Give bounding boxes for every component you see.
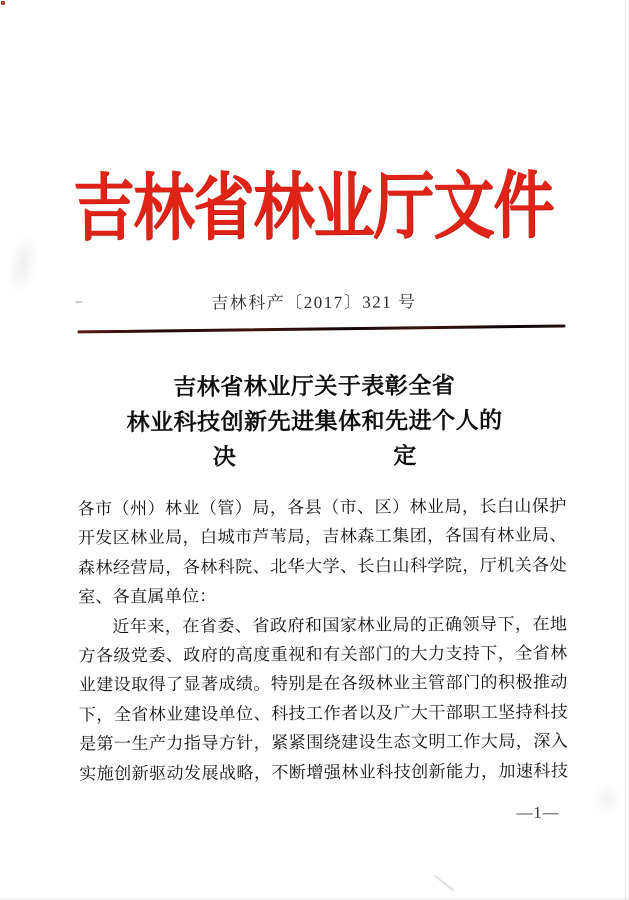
document-body (78, 491, 569, 788)
document-text-line: 是第一生产力指导方针，紧紧围绕建设生态文明工作大局，深入 (79, 731, 569, 754)
document-text-line: 业建设取得了显著成绩。特别是在各级林业主管部门的积极推动 (78, 672, 568, 695)
document-title (0, 367, 629, 476)
document-title-line2: 林业科技创新先进集体和先进个人的 (126, 407, 503, 436)
document-text-line: 各市（州）林业（管）局，各县（市、区）林业局，长白山保护 (77, 496, 567, 519)
document-text-line: 实施创新驱动发展战略，不断增强林业科技创新能力，加速科技 (79, 761, 569, 784)
document-title-line1: 吉林省林业厅关于表彰全省 (173, 373, 456, 400)
addressee-salutation (78, 491, 568, 612)
document-title-line3-right: 定 (393, 443, 417, 469)
document-text-line: 下，全省林业建设单位、科技工作者以及广大干部职工坚持科技 (78, 702, 568, 725)
document-title-line3 (0, 437, 629, 476)
document-text-line: 室、各直属单位： (78, 586, 217, 607)
document-text-line: 开发区林业局，白城市芦苇局，吉林森工集团，各国有林业局、 (77, 525, 567, 548)
letterhead-separator-line (78, 324, 566, 333)
document-reference-number: 吉林科产〔2017〕321 号 (211, 292, 417, 313)
letterhead-org-title: 吉林省林业厅文件 (73, 167, 554, 251)
document-text-line: 方各级党委、政府的高度重视和有关部门的大力支持下，全省林 (78, 643, 568, 666)
opening-paragraph (78, 609, 568, 788)
document-title-line3-left: 决 (212, 444, 237, 470)
document-text-line: 森林经营局，各林科院、北华大学、长白山科学院，厅机关各处 (77, 555, 568, 578)
scan-pencil-mark (75, 301, 82, 302)
title-character-gap (236, 456, 393, 457)
document-text-line: 近年来，在省委、省政府和国家林业局的正确领导下，在地 (112, 614, 568, 636)
page-number: —1— (516, 804, 560, 822)
